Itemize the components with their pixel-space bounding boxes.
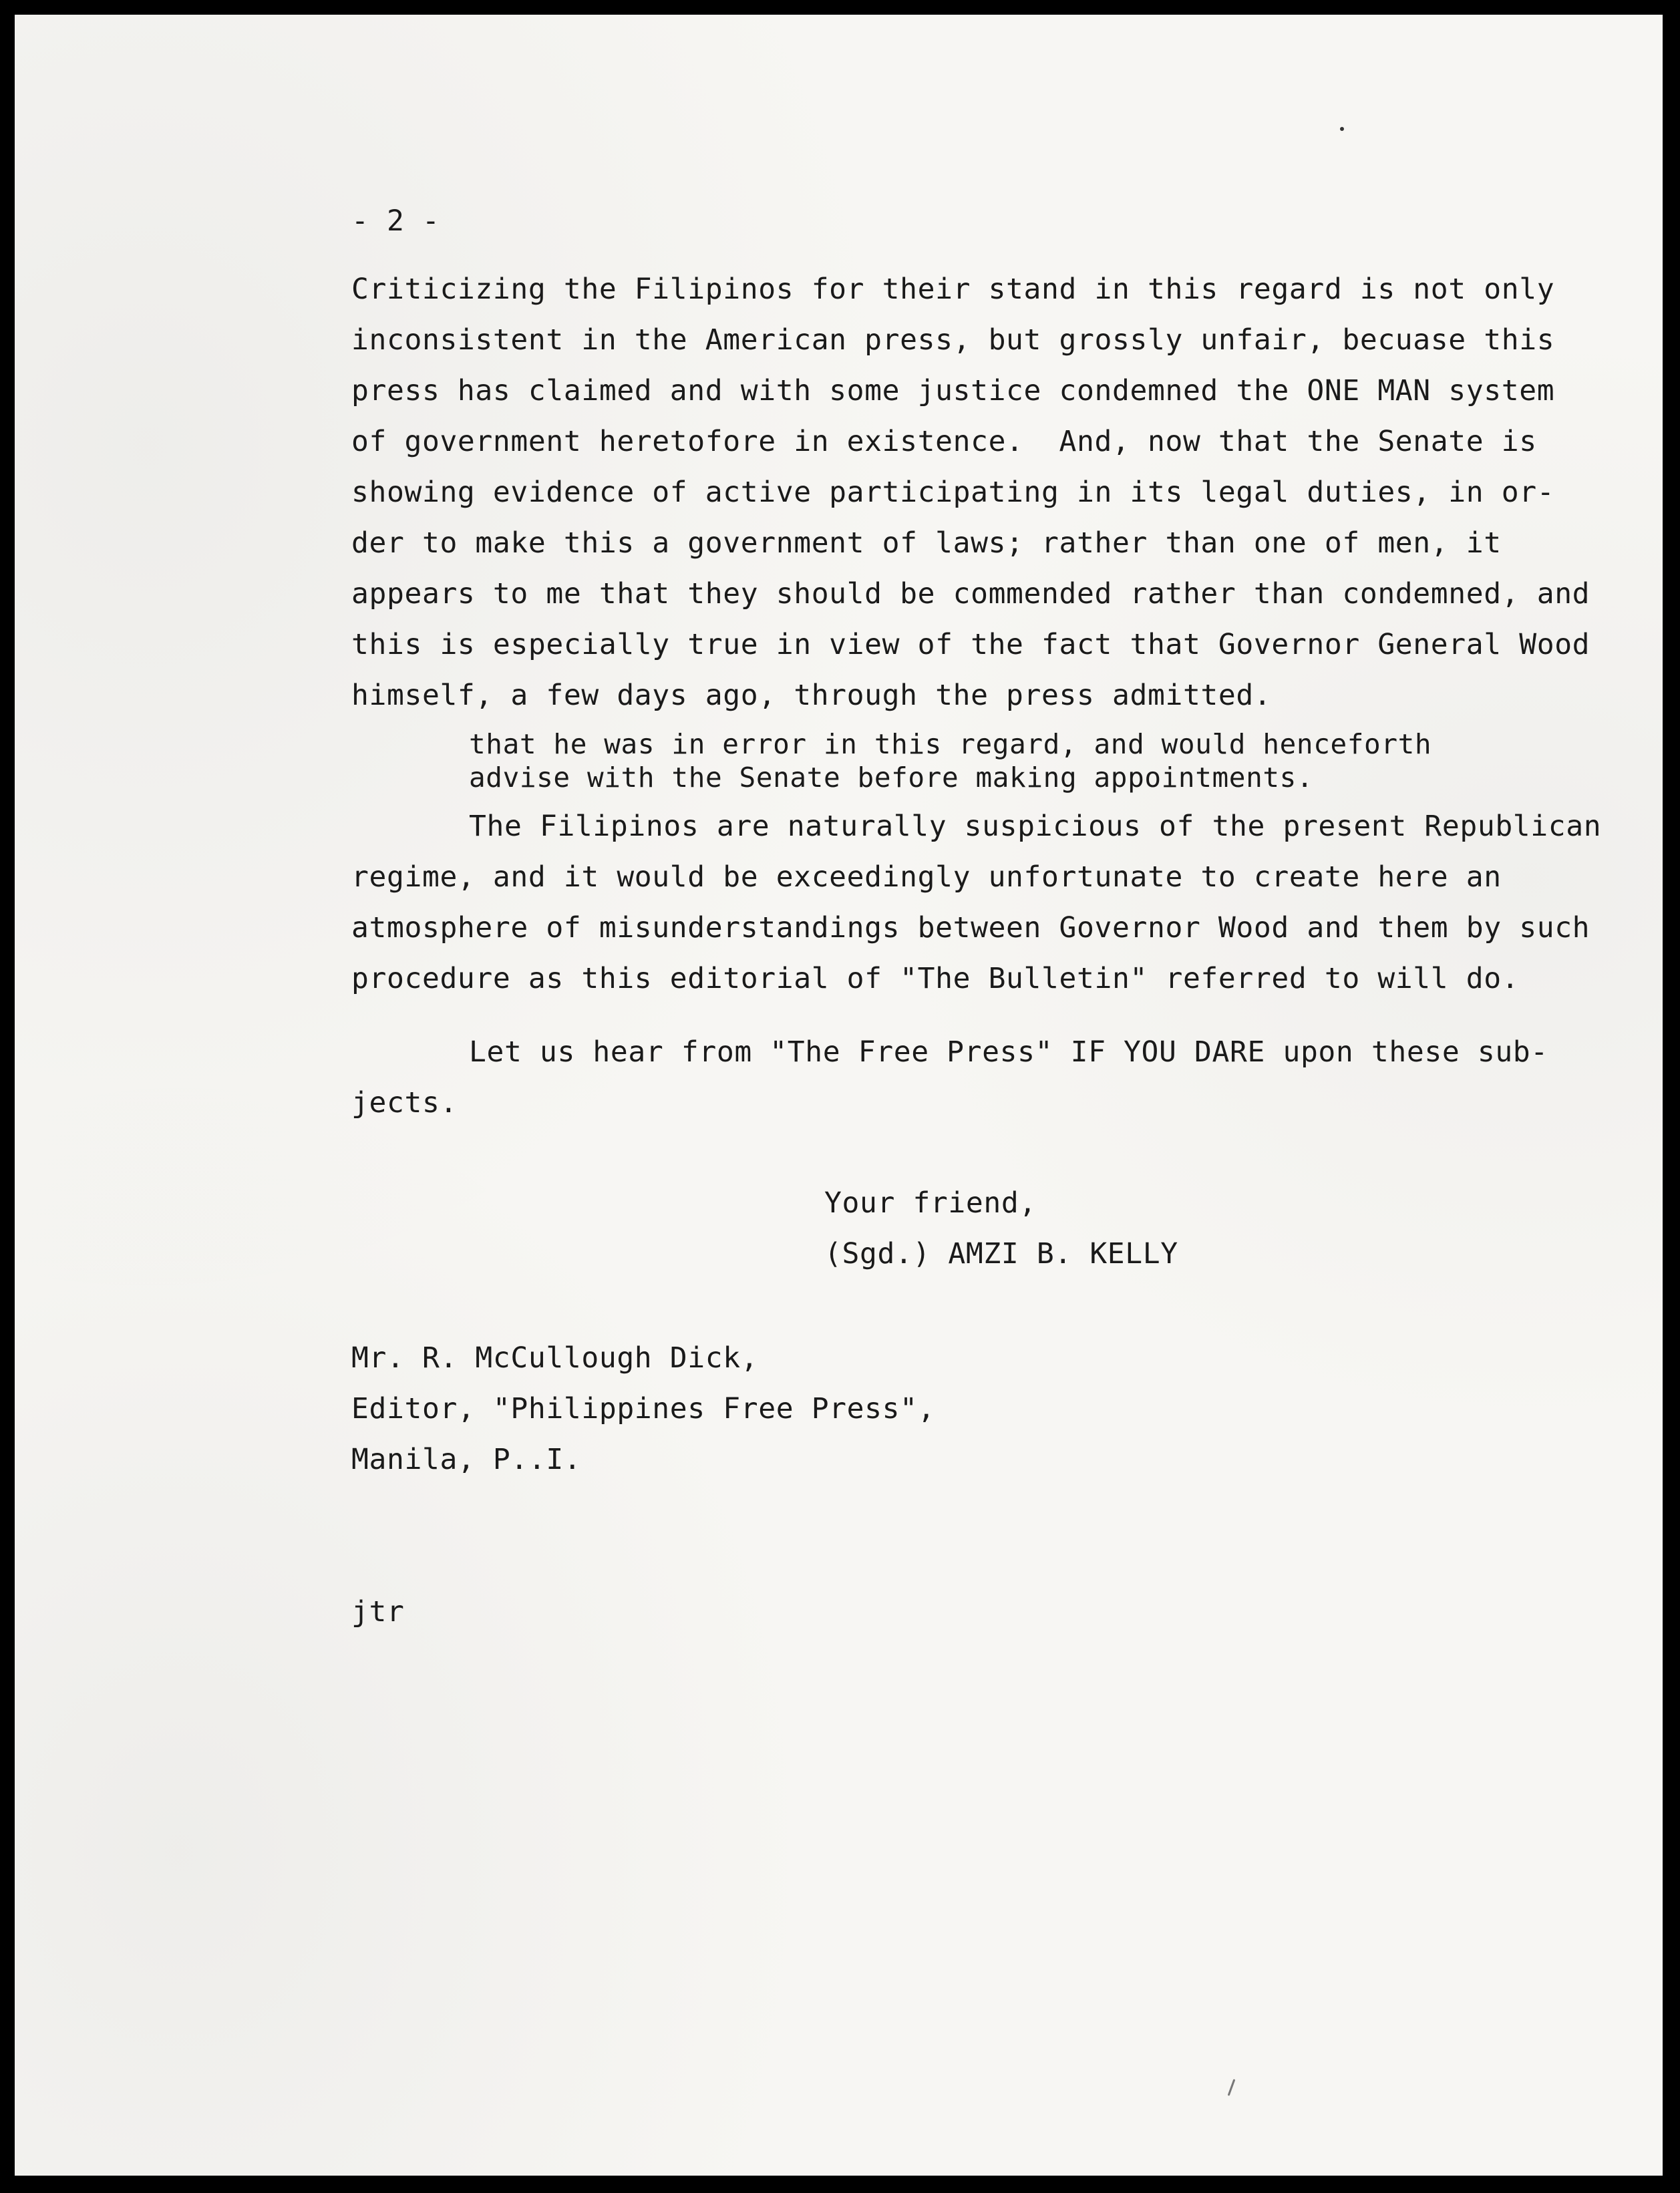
text-line: Criticizing the Filipinos for their stand in this regard is not only xyxy=(351,273,1555,306)
address-line: Manila, P..I. xyxy=(351,1443,582,1476)
text-line: that he was in error in this regard, and would henceforth xyxy=(469,728,1432,760)
text-line: appears to me that they should be commended rather than condemned, and xyxy=(351,577,1590,611)
text-line: The Filipinos are naturally suspicious of the present Republican xyxy=(469,810,1602,843)
pen-mark xyxy=(1228,2079,1236,2095)
salutation: Your friend, xyxy=(824,1186,1037,1220)
text-line: advise with the Senate before making appointments. xyxy=(469,762,1314,794)
text-line: der to make this a government of laws; rather than one of men, it xyxy=(351,526,1502,560)
text-line: inconsistent in the American press, but grossly unfair, becuase this xyxy=(351,323,1555,357)
text-line: Let us hear from "The Free Press" IF YOU DARE upon these sub- xyxy=(469,1035,1548,1069)
text-line: showing evidence of active participating in its legal duties, in or- xyxy=(351,476,1555,509)
text-line: this is especially true in view of the fact that Governor General Wood xyxy=(351,628,1590,661)
page-number: - 2 - xyxy=(351,204,440,238)
text-line: himself, a few days ago, through the press admitted. xyxy=(351,679,1272,712)
text-line: atmosphere of misunderstandings between Governor Wood and them by such xyxy=(351,911,1590,945)
text-line: jects. xyxy=(351,1086,458,1120)
address-line: Mr. R. McCullough Dick, xyxy=(351,1341,759,1375)
text-line: regime, and it would be exceedingly unfortunate to create here an xyxy=(351,860,1502,894)
text-line: of government heretofore in existence. And, now that the Senate is xyxy=(351,425,1537,458)
signature: (Sgd.) AMZI B. KELLY xyxy=(824,1237,1178,1271)
letter-page xyxy=(15,15,1663,2176)
ink-speck xyxy=(1340,127,1344,131)
address-line: Editor, "Philippines Free Press", xyxy=(351,1392,936,1425)
typist-initials: jtr xyxy=(351,1595,405,1629)
text-line: press has claimed and with some justice condemned the ONE MAN system xyxy=(351,374,1555,407)
text-line: procedure as this editorial of "The Bulletin" referred to will do. xyxy=(351,962,1520,995)
